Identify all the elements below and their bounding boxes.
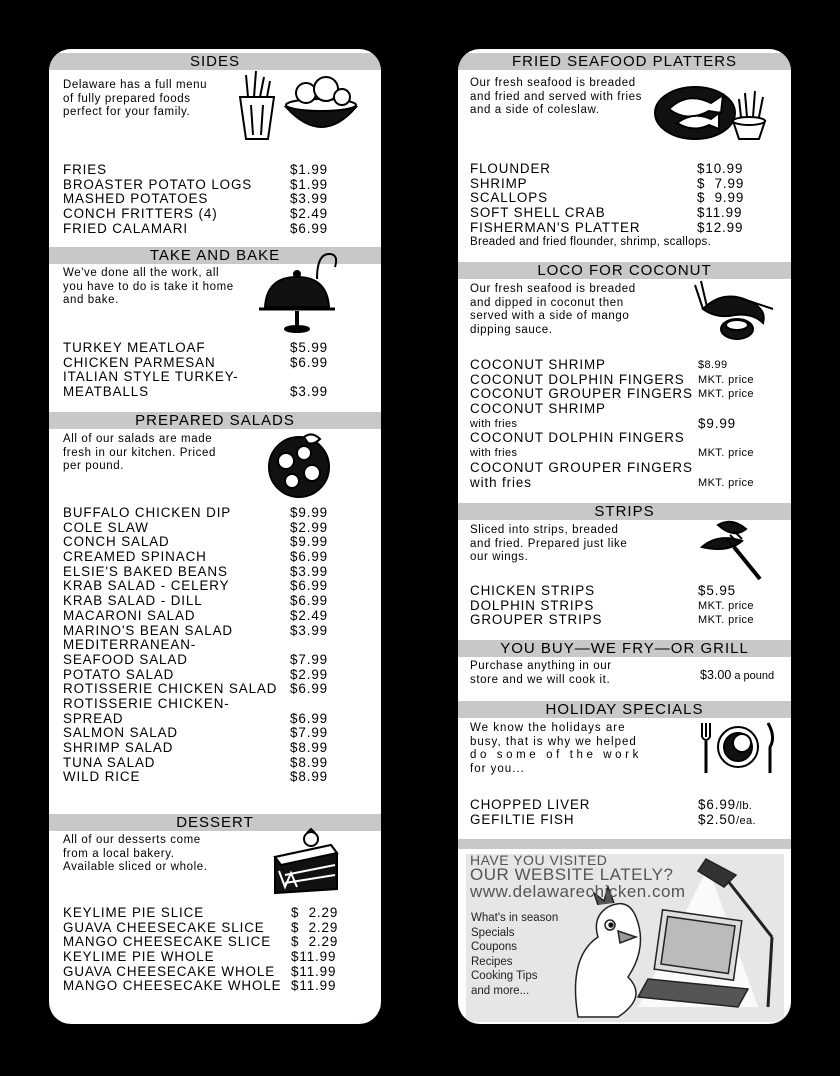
promo-features-list: What's in season Specials Coupons Recipes Cooking Tips and more...: [471, 912, 559, 997]
fried-seafood-item-list: [470, 162, 770, 235]
menu-item: MANGO CHEESECAKE WHOLE $11.99: [63, 978, 337, 994]
fork-with-strips-icon: [698, 517, 768, 583]
promo-line1: HAVE YOU VISITED: [470, 852, 608, 868]
menu-item: WILD RICE $8.99: [63, 769, 329, 785]
sides-header: SIDES: [49, 53, 381, 70]
fried-seafood-description: Our fresh seafood is breaded and fried and served with fries and a side of coleslaw.: [470, 77, 643, 116]
menu-item: BROASTER POTATO LOGS $1.99: [63, 176, 329, 192]
take-and-bake-description: We've done all the work, all you have to do is take it home and bake.: [63, 267, 234, 306]
menu-item: COCONUT SHRIMP: [470, 401, 606, 417]
coconut-header: LOCO FOR COCONUT: [458, 262, 791, 279]
fish-platter-icon: [653, 81, 778, 143]
prepared-salads-item-list: [63, 506, 353, 785]
menu-item: SPREAD $6.99: [63, 710, 329, 726]
menu-item: MARINO'S BEAN SALAD $3.99: [63, 622, 329, 638]
you-buy-header: YOU BUY—WE FRY—OR GRILL: [458, 640, 791, 657]
fried-seafood-header: FRIED SEAFOOD PLATTERS: [458, 53, 791, 70]
menu-item: DOLPHIN STRIPS MKT. price: [470, 597, 754, 613]
you-buy-description: Purchase anything in our store and we will cook it.: [470, 660, 612, 686]
menu-item: COCONUT GROUPER FINGERS: [470, 459, 693, 475]
coconut-description: Our fresh seafood is breaded and dipped in coconut then served with a side of mango dipping sauce.: [470, 283, 636, 336]
cake-slice-icon: [271, 827, 341, 897]
menu-item: FISHERMAN'S PLATTER $12.99: [470, 219, 744, 235]
menu-item: GEFILTIE FISH $2.50/ea.: [470, 811, 756, 827]
fried-seafood-note: Breaded and fried flounder, shrimp, scallops.: [470, 236, 712, 248]
menu-item-sub: with fries MKT. price: [470, 447, 754, 460]
menu-item: CONCH FRITTERS (4) $2.49: [63, 206, 329, 222]
you-buy-price: $3.00 a pound: [700, 668, 775, 682]
menu-item: SHRIMP $ 7.99: [470, 175, 745, 191]
dessert-description: All of our desserts come from a local bakery. Available sliced or whole.: [63, 834, 208, 873]
shrimp-and-coconut-icon: [693, 279, 778, 344]
menu-item: COCONUT GROUPER FINGERS MKT. price: [470, 386, 754, 402]
menu-item: SEAFOOD SALAD $7.99: [63, 651, 329, 667]
right-menu-panel: [458, 49, 791, 1024]
strips-header: STRIPS: [458, 503, 791, 520]
prepared-salads-description: All of our salads are made fresh in our kitchen. Priced per pound.: [63, 433, 216, 472]
holiday-item-list: [470, 798, 790, 827]
menu-item: POTATO SALAD $2.99: [63, 666, 329, 682]
menu-item: KRAB SALAD - DILL $6.99: [63, 593, 329, 609]
take-and-bake-header: TAKE AND BAKE: [49, 247, 381, 264]
menu-item-sub: with fries MKT. price: [470, 474, 754, 490]
fries-and-bowl-icon: [234, 67, 359, 142]
menu-item: COLE SLAW $2.99: [63, 519, 329, 535]
sides-item-list: [63, 163, 353, 236]
salad-bowl-icon: [264, 431, 334, 499]
menu-item: SOFT SHELL CRAB $11.99: [470, 205, 743, 221]
menu-item: MASHED POTATOES $3.99: [63, 191, 329, 207]
plate-fork-knife-icon: [698, 721, 778, 777]
menu-item: ELSIE'S BAKED BEANS $3.99: [63, 563, 329, 579]
menu-item: MACARONI SALAD $2.49: [63, 607, 329, 623]
prepared-salads-header: PREPARED SALADS: [49, 412, 381, 429]
menu-item: CHICKEN PARMESAN $6.99: [63, 354, 329, 370]
menu-item: FRIED CALAMARI $6.99: [63, 220, 329, 236]
holiday-header: HOLIDAY SPECIALS: [458, 701, 791, 718]
left-menu-panel: [49, 49, 381, 1024]
menu-item: KEYLIME PIE WHOLE $11.99: [63, 949, 337, 965]
menu-item: BUFFALO CHICKEN DIP $9.99: [63, 505, 329, 520]
dessert-item-list: [63, 906, 363, 994]
cloche-platter-icon: [257, 249, 342, 339]
menu-item: CHICKEN STRIPS $5.95: [470, 583, 737, 598]
menu-item: ITALIAN STYLE TURKEY-: [63, 369, 239, 385]
menu-item: MEDITERRANEAN-: [63, 637, 197, 653]
menu-item: ROTISSERIE CHICKEN-: [63, 695, 230, 711]
sides-description: Delaware has a full menu of fully prepared foods perfect for your family.: [63, 79, 208, 118]
menu-item: TURKEY MEATLOAF $5.99: [63, 340, 329, 355]
holiday-description: We know the holidays are busy, that is why we helped do some of the work for you...: [470, 722, 642, 775]
menu-item: MANGO CHEESECAKE SLICE $ 2.29: [63, 934, 339, 950]
coconut-item-list: [470, 358, 790, 490]
menu-item: TUNA SALAD $8.99: [63, 754, 329, 770]
menu-item: SALMON SALAD $7.99: [63, 725, 329, 741]
menu-item: CREAMED SPINACH $6.99: [63, 549, 329, 565]
promo-line2: OUR WEBSITE LATELY?: [470, 865, 674, 884]
menu-item: GUAVA CHEESECAKE SLICE $ 2.29: [63, 919, 339, 935]
website-url-link[interactable]: www.delawarechicken.com: [470, 882, 686, 901]
menu-item-sub: with fries $9.99: [470, 415, 737, 431]
menu-item: GUAVA CHEESECAKE WHOLE $11.99: [63, 963, 337, 979]
menu-item: KRAB SALAD - CELERY $6.99: [63, 578, 329, 594]
strips-description: Sliced into strips, breaded and fried. Prepared just like our wings.: [470, 524, 628, 563]
menu-item: SCALLOPS $ 9.99: [470, 190, 745, 206]
menu-item: COCONUT DOLPHIN FINGERS MKT. price: [470, 371, 754, 387]
take-and-bake-item-list: [63, 341, 353, 400]
menu-item: CHOPPED LIVER $6.99/lb.: [470, 797, 753, 812]
dessert-header: DESSERT: [49, 814, 381, 831]
menu-item: ROTISSERIE CHICKEN SALAD $6.99: [63, 681, 329, 697]
strips-item-list: [470, 584, 790, 628]
menu-item: MEATBALLS $3.99: [63, 384, 329, 400]
menu-item: FLOUNDER $10.99: [470, 161, 744, 176]
menu-item: SHRIMP SALAD $8.99: [63, 740, 329, 755]
menu-item: GROUPER STRIPS MKT. price: [470, 612, 754, 628]
menu-item: COCONUT SHRIMP $8.99: [470, 357, 728, 372]
promo-divider: [458, 839, 791, 849]
menu-item: CONCH SALAD $9.99: [63, 534, 329, 550]
menu-item: FRIES $1.99: [63, 162, 329, 177]
menu-item: KEYLIME PIE SLICE $ 2.29: [63, 905, 339, 920]
menu-item: COCONUT DOLPHIN FINGERS: [470, 430, 685, 446]
